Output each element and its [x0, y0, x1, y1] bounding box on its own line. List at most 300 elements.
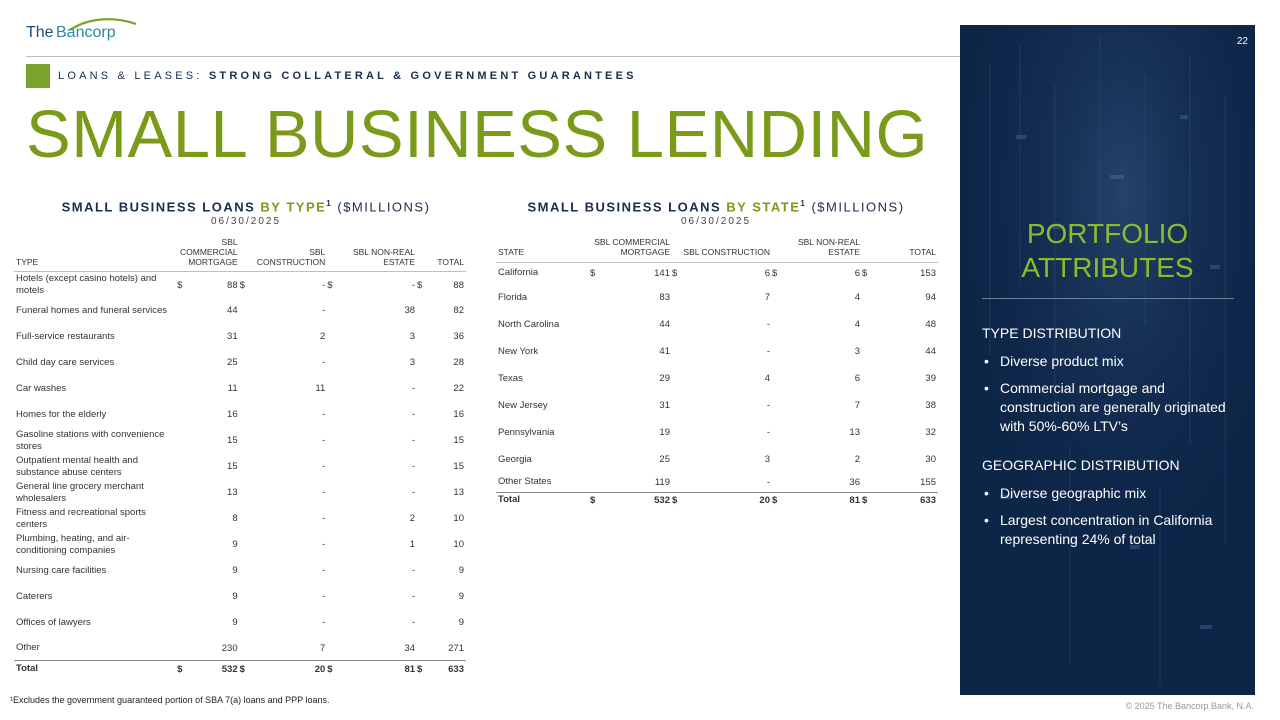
cell-construction: -	[322, 565, 326, 577]
cell-mortgage: 44	[659, 319, 670, 331]
cell-construction: 11	[315, 383, 326, 395]
currency-symbol	[327, 506, 337, 532]
currency-symbol	[862, 284, 872, 311]
cell-construction: -	[766, 346, 770, 358]
currency-symbol: $	[672, 492, 682, 508]
cell-total: 82	[453, 305, 464, 317]
currency-symbol	[177, 350, 187, 376]
cell-total: 15	[453, 461, 464, 473]
cell-mortgage: 19	[659, 427, 670, 439]
total-non-real-estate: 81	[337, 661, 417, 677]
cell-mortgage: 8	[232, 513, 238, 525]
table-row	[14, 376, 466, 402]
by-state-heading-b: BY STATE	[726, 199, 801, 215]
currency-symbol	[672, 392, 682, 419]
currency-symbol	[327, 402, 337, 428]
table-row	[496, 392, 938, 419]
cell-construction: -	[322, 305, 326, 317]
by-type-date: 06/30/2025	[210, 216, 282, 228]
currency-symbol	[417, 636, 427, 661]
currency-symbol: $	[327, 661, 337, 677]
cell-construction: 3	[764, 454, 770, 466]
cell-total: 16	[453, 409, 464, 421]
currency-symbol	[327, 532, 337, 558]
cell-non-real-estate: -	[411, 487, 416, 499]
currency-symbol	[240, 298, 250, 324]
cell-non-real-estate: 34	[404, 642, 416, 654]
page-number: 22	[1236, 36, 1248, 47]
row-label: Full-service restaurants	[16, 330, 115, 342]
currency-symbol: $	[862, 492, 872, 508]
currency-symbol	[240, 480, 250, 506]
currency-symbol	[672, 338, 682, 365]
cell-mortgage: 41	[659, 346, 670, 358]
cell-construction: 7	[764, 292, 770, 304]
currency-symbol: $	[417, 661, 427, 677]
panel-title	[960, 217, 1255, 284]
total-label: Total	[496, 492, 590, 508]
total-total: 633	[427, 661, 466, 677]
cell-construction: -	[766, 319, 770, 331]
currency-symbol	[240, 610, 250, 636]
cell-non-real-estate: 1	[409, 539, 416, 551]
currency-symbol	[417, 376, 427, 402]
col-header-mortgage: SBL COMMERCIAL MORTGAGE	[590, 238, 672, 262]
currency-symbol	[177, 324, 187, 350]
table-row	[496, 419, 938, 446]
total-total: 633	[872, 492, 938, 508]
cell-mortgage: 31	[659, 400, 670, 412]
logo-text-bancorp: Bancorp	[56, 24, 116, 41]
cell-mortgage: 25	[227, 357, 238, 369]
currency-symbol	[772, 392, 782, 419]
cell-total: 271	[448, 642, 464, 654]
table-row	[14, 532, 466, 558]
currency-symbol	[177, 298, 187, 324]
table-row	[14, 584, 466, 610]
cell-non-real-estate: -	[411, 279, 416, 291]
cell-total: 155	[920, 476, 936, 488]
total-label: Total	[14, 661, 177, 677]
col-header-state: STATE	[496, 238, 590, 262]
currency-symbol	[177, 532, 187, 558]
row-label: Child day care services	[16, 356, 115, 368]
row-label: New York	[498, 345, 539, 357]
cell-non-real-estate: -	[411, 461, 416, 473]
bancorp-logo	[26, 18, 136, 52]
by-state-heading-sup: 1	[800, 199, 807, 208]
cell-total: 28	[453, 357, 464, 369]
currency-symbol	[417, 610, 427, 636]
cell-total: 9	[458, 617, 464, 629]
currency-symbol	[417, 532, 427, 558]
row-label: Other States	[498, 476, 552, 488]
currency-symbol: $	[177, 279, 183, 291]
currency-symbol	[417, 480, 427, 506]
cell-construction: -	[322, 357, 326, 369]
row-label: Texas	[498, 372, 523, 384]
table-row	[14, 610, 466, 636]
cell-non-real-estate: 4	[854, 319, 860, 331]
currency-symbol	[772, 473, 782, 492]
cell-mortgage: 16	[227, 409, 238, 421]
currency-symbol	[672, 365, 682, 392]
currency-symbol	[772, 365, 782, 392]
type-distribution-heading: TYPE DISTRIBUTION	[982, 325, 1122, 341]
currency-symbol	[672, 473, 682, 492]
row-label: Offices of lawyers	[16, 616, 91, 628]
table-row	[496, 311, 938, 338]
currency-symbol	[590, 446, 600, 473]
page-title: SMALL BUSINESS LENDING	[26, 97, 929, 172]
cell-non-real-estate: 3	[409, 357, 416, 369]
cell-mortgage: 230	[221, 642, 238, 654]
currency-symbol	[240, 558, 250, 584]
copyright: © 2025 The Bancorp Bank, N.A.	[1125, 701, 1254, 711]
row-label: Car washes	[16, 382, 67, 394]
cell-construction: -	[766, 400, 770, 412]
cell-mortgage: 141	[654, 267, 670, 279]
currency-symbol	[590, 311, 600, 338]
currency-symbol	[177, 506, 187, 532]
currency-symbol	[772, 284, 782, 311]
by-type-table	[14, 238, 466, 677]
row-label: Plumbing, heating, and air-conditioning companies	[16, 532, 130, 556]
cell-total: 10	[453, 513, 464, 525]
panel-divider	[982, 298, 1234, 299]
by-type-heading-c: ($MILLIONS)	[332, 199, 431, 215]
by-type-heading	[14, 199, 478, 227]
row-label: Fitness and recreational sports centers	[16, 506, 146, 530]
total-row	[496, 492, 938, 508]
row-label: Other	[16, 642, 40, 654]
currency-symbol	[327, 558, 337, 584]
row-label: General line grocery merchant wholesalers	[16, 480, 144, 504]
currency-symbol	[862, 338, 872, 365]
cell-total: 32	[925, 427, 936, 439]
currency-symbol	[417, 584, 427, 610]
cell-total: 13	[453, 487, 464, 499]
currency-symbol: $	[327, 279, 333, 291]
cell-construction: -	[766, 427, 770, 439]
currency-symbol	[772, 419, 782, 446]
currency-symbol	[672, 284, 682, 311]
cell-non-real-estate: 6	[854, 267, 860, 279]
logo-text-the: The	[26, 24, 54, 41]
currency-symbol	[417, 324, 427, 350]
cell-construction: -	[322, 279, 326, 291]
table-row	[14, 558, 466, 584]
geographic-distribution-list	[982, 484, 1237, 557]
cell-construction: -	[322, 539, 326, 551]
currency-symbol	[327, 324, 337, 350]
by-state-date: 06/30/2025	[680, 216, 752, 228]
by-state-heading	[496, 199, 936, 227]
col-header-type: TYPE	[14, 238, 177, 272]
currency-symbol	[590, 392, 600, 419]
cell-construction: 4	[764, 373, 770, 385]
cell-mortgage: 29	[659, 373, 670, 385]
row-label: Florida	[498, 291, 528, 303]
cell-construction: -	[322, 513, 326, 525]
currency-symbol	[177, 454, 187, 480]
currency-symbol	[862, 473, 872, 492]
currency-symbol	[417, 298, 427, 324]
row-label: Caterers	[16, 590, 53, 602]
type-distribution-list	[982, 352, 1237, 444]
currency-symbol	[862, 446, 872, 473]
currency-symbol	[177, 480, 187, 506]
table-row	[496, 284, 938, 311]
cell-non-real-estate: -	[411, 617, 416, 629]
by-state-heading-a: SMALL BUSINESS LOANS	[527, 199, 727, 215]
currency-symbol: $	[862, 267, 868, 279]
cell-construction: 2	[320, 331, 326, 343]
cell-total: 9	[458, 565, 464, 577]
table-row	[14, 636, 466, 661]
table-row	[496, 446, 938, 473]
currency-symbol	[417, 428, 427, 454]
section-label	[58, 70, 637, 82]
cell-total: 39	[925, 373, 936, 385]
footnote: ¹Excludes the government guaranteed portion of SBA 7(a) loans and PPP loans.	[10, 695, 330, 705]
currency-symbol	[240, 402, 250, 428]
currency-symbol	[772, 311, 782, 338]
cell-mortgage: 9	[232, 591, 238, 603]
cell-mortgage: 25	[659, 454, 670, 466]
currency-symbol	[177, 428, 187, 454]
section-marker	[26, 64, 50, 88]
currency-symbol	[417, 402, 427, 428]
currency-symbol	[327, 636, 337, 661]
cell-non-real-estate: 6	[854, 373, 860, 385]
currency-symbol	[327, 376, 337, 402]
panel-title-line2: ATTRIBUTES	[1021, 251, 1194, 283]
currency-symbol	[672, 311, 682, 338]
table-row	[14, 506, 466, 532]
cell-construction: -	[322, 461, 326, 473]
currency-symbol: $	[177, 661, 187, 677]
cell-construction: -	[322, 435, 326, 447]
cell-total: 10	[453, 539, 464, 551]
cell-total: 94	[925, 292, 936, 304]
header-divider	[26, 56, 960, 57]
currency-symbol: $	[772, 492, 782, 508]
cell-mortgage: 9	[232, 539, 238, 551]
currency-symbol	[417, 350, 427, 376]
col-header-construction: SBL CONSTRUCTION	[240, 238, 328, 272]
total-mortgage: 532	[600, 492, 672, 508]
currency-symbol	[327, 350, 337, 376]
cell-construction: 7	[320, 642, 326, 654]
table-row	[14, 298, 466, 324]
currency-symbol	[177, 376, 187, 402]
cell-total: 9	[458, 591, 464, 603]
total-mortgage: 532	[188, 661, 240, 677]
cell-mortgage: 88	[227, 279, 238, 291]
col-header-non-real-estate: SBL NON-REAL ESTATE	[327, 238, 417, 272]
currency-symbol	[240, 454, 250, 480]
cell-non-real-estate: -	[411, 591, 416, 603]
cell-total: 153	[920, 267, 936, 279]
cell-construction: -	[322, 487, 326, 499]
cell-total: 15	[453, 435, 464, 447]
currency-symbol	[240, 324, 250, 350]
cell-mortgage: 15	[227, 435, 238, 447]
cell-non-real-estate: -	[411, 383, 416, 395]
currency-symbol	[327, 480, 337, 506]
cell-mortgage: 13	[227, 487, 238, 499]
table-row	[496, 338, 938, 365]
row-label: New Jersey	[498, 399, 548, 411]
section-label-prefix: LOANS & LEASES:	[58, 70, 209, 82]
cell-mortgage: 11	[227, 383, 238, 395]
by-type-heading-b: BY TYPE	[260, 199, 327, 215]
by-state-header-row	[496, 238, 938, 262]
cell-non-real-estate: 4	[854, 292, 860, 304]
cell-total: 44	[925, 346, 936, 358]
currency-symbol	[772, 338, 782, 365]
row-label: Homes for the elderly	[16, 408, 107, 420]
currency-symbol	[862, 392, 872, 419]
currency-symbol	[327, 584, 337, 610]
row-label: Hotels (except casino hotels) and motels	[16, 273, 157, 297]
cell-non-real-estate: 2	[854, 454, 860, 466]
cell-construction: 6	[764, 267, 770, 279]
cell-non-real-estate: 7	[854, 400, 860, 412]
cell-non-real-estate: -	[411, 435, 416, 447]
row-label: Outpatient mental health and substance abuse centers	[16, 454, 139, 478]
currency-symbol	[862, 311, 872, 338]
currency-symbol	[177, 584, 187, 610]
cell-mortgage: 31	[227, 331, 238, 343]
currency-symbol	[590, 419, 600, 446]
currency-symbol	[240, 636, 250, 661]
currency-symbol	[327, 298, 337, 324]
currency-symbol: $	[672, 267, 678, 279]
currency-symbol	[590, 338, 600, 365]
col-header-total: TOTAL	[862, 238, 938, 262]
by-type-header-row	[14, 238, 466, 272]
currency-symbol	[417, 558, 427, 584]
cell-construction: -	[322, 409, 326, 421]
currency-symbol	[672, 446, 682, 473]
row-label: California	[498, 267, 539, 279]
table-row	[14, 272, 466, 298]
type-bullet: • Diverse product mix	[982, 352, 1237, 371]
table-row	[496, 473, 938, 492]
cell-mortgage: 9	[232, 617, 238, 629]
table-row	[14, 428, 466, 454]
portfolio-attributes-panel	[960, 25, 1255, 695]
row-label: Gasoline stations with convenience stores	[16, 428, 165, 452]
geo-bullet: • Largest concentration in California representing 24% of total	[982, 511, 1237, 549]
row-label: Georgia	[498, 453, 532, 465]
cell-total: 36	[453, 331, 464, 343]
panel-title-line1: PORTFOLIO	[1026, 218, 1189, 249]
cell-mortgage: 9	[232, 565, 238, 577]
row-label: North Carolina	[498, 318, 560, 330]
currency-symbol	[327, 428, 337, 454]
cell-total: 38	[925, 400, 936, 412]
cell-total: 48	[925, 319, 936, 331]
cell-non-real-estate: 13	[849, 427, 860, 439]
currency-symbol	[862, 365, 872, 392]
cell-mortgage: 119	[654, 476, 670, 488]
cell-construction: -	[766, 476, 770, 488]
currency-symbol	[862, 419, 872, 446]
cell-mortgage: 44	[227, 305, 238, 317]
currency-symbol	[772, 446, 782, 473]
col-header-total: TOTAL	[417, 238, 466, 272]
total-construction: 20	[250, 661, 327, 677]
currency-symbol	[590, 365, 600, 392]
cell-non-real-estate: -	[411, 565, 416, 577]
col-header-mortgage: SBL COMMERCIAL MORTGAGE	[177, 238, 239, 272]
cell-total: 88	[453, 279, 464, 291]
currency-symbol	[240, 584, 250, 610]
cell-mortgage: 83	[659, 292, 670, 304]
currency-symbol	[240, 428, 250, 454]
currency-symbol	[672, 419, 682, 446]
total-row	[14, 661, 466, 677]
by-type-heading-sup: 1	[326, 199, 333, 208]
currency-symbol	[590, 284, 600, 311]
by-type-heading-a: SMALL BUSINESS LOANS	[61, 199, 261, 215]
currency-symbol: $	[590, 492, 600, 508]
geographic-distribution-heading: GEOGRAPHIC DISTRIBUTION	[982, 457, 1180, 473]
cell-construction: -	[322, 591, 326, 603]
row-label: Nursing care facilities	[16, 564, 107, 576]
currency-symbol	[240, 350, 250, 376]
table-row	[496, 365, 938, 392]
col-header-construction: SBL CONSTRUCTION	[672, 238, 772, 262]
cell-total: 30	[925, 454, 936, 466]
col-header-non-real-estate: SBL NON-REAL ESTATE	[772, 238, 862, 262]
currency-symbol	[327, 454, 337, 480]
currency-symbol	[417, 454, 427, 480]
cell-non-real-estate: -	[411, 409, 416, 421]
by-state-table	[496, 238, 938, 508]
cell-non-real-estate: 3	[409, 331, 416, 343]
cell-non-real-estate: 38	[404, 305, 416, 317]
currency-symbol	[240, 532, 250, 558]
total-non-real-estate: 81	[782, 492, 862, 508]
currency-symbol: $	[772, 267, 778, 279]
cell-construction: -	[322, 617, 326, 629]
currency-symbol	[327, 610, 337, 636]
row-label: Pennsylvania	[498, 426, 555, 438]
table-row	[14, 402, 466, 428]
geo-bullet: • Diverse geographic mix	[982, 484, 1237, 503]
currency-symbol: $	[239, 279, 245, 291]
currency-symbol: $	[240, 661, 250, 677]
type-bullet: • Commercial mortgage and construction are generally originated with 50%-60% LTV’s	[982, 379, 1237, 436]
cell-non-real-estate: 36	[849, 476, 860, 488]
currency-symbol	[177, 610, 187, 636]
currency-symbol	[177, 558, 187, 584]
cell-total: 22	[453, 383, 464, 395]
currency-symbol	[177, 636, 187, 661]
currency-symbol	[177, 402, 187, 428]
currency-symbol: $	[417, 279, 423, 291]
table-row	[14, 350, 466, 376]
row-label: Funeral homes and funeral services	[16, 304, 168, 316]
table-row	[14, 480, 466, 506]
currency-symbol	[240, 376, 250, 402]
cell-mortgage: 15	[227, 461, 238, 473]
total-construction: 20	[682, 492, 772, 508]
